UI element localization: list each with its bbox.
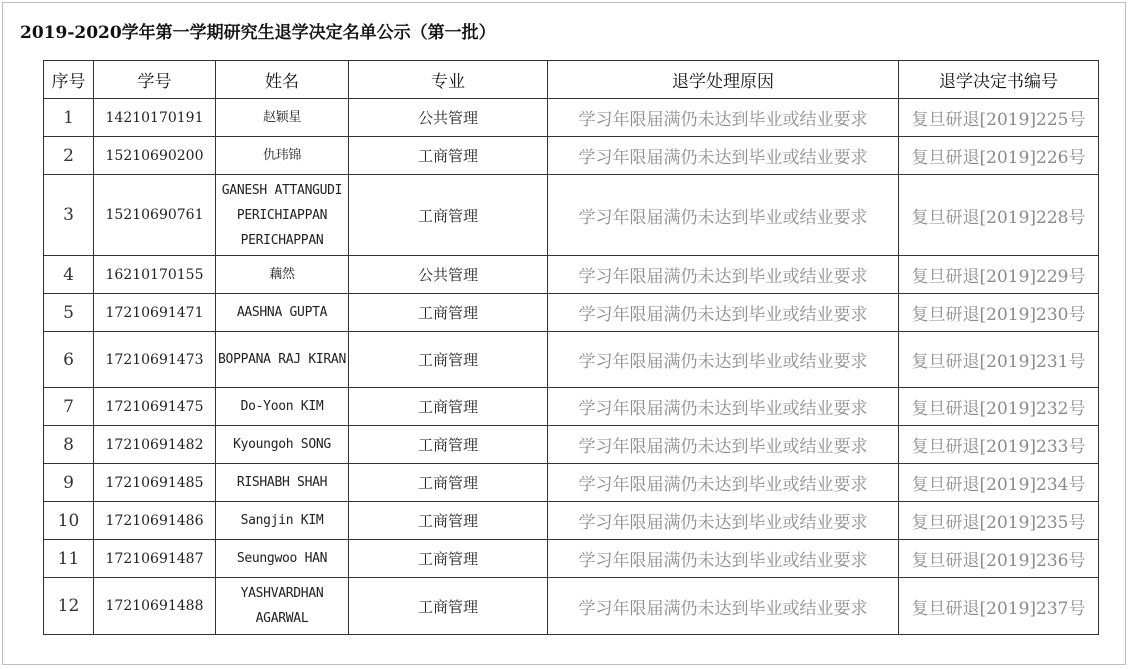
- table-row: [44, 294, 1099, 332]
- table-header-row: [44, 61, 1099, 99]
- cell-reason: 学习年限届满仍未达到毕业或结业要求: [548, 578, 899, 635]
- header-student-id: 学号: [94, 61, 216, 99]
- cell-student-id: 17210691482: [94, 426, 216, 464]
- cell-major: 公共管理: [349, 256, 548, 294]
- cell-major: 工商管理: [349, 294, 548, 332]
- cell-student-id: 15210690761: [94, 175, 216, 256]
- cell-name: 藕然: [216, 256, 349, 294]
- cell-seq: 3: [44, 175, 94, 256]
- cell-seq: 9: [44, 464, 94, 502]
- cell-student-id: 14210170191: [94, 99, 216, 137]
- cell-seq: 2: [44, 137, 94, 175]
- cell-student-id: 17210691485: [94, 464, 216, 502]
- cell-decision-number: 复旦研退[2019]225号: [899, 99, 1099, 137]
- cell-decision-number: 复旦研退[2019]229号: [899, 256, 1099, 294]
- cell-seq: 6: [44, 332, 94, 388]
- table-row: [44, 99, 1099, 137]
- cell-seq: 8: [44, 426, 94, 464]
- cell-student-id: 17210691471: [94, 294, 216, 332]
- cell-name: YASHVARDHAN AGARWAL: [216, 578, 349, 635]
- cell-student-id: 17210691488: [94, 578, 216, 635]
- cell-name: Seungwoo HAN: [216, 540, 349, 578]
- cell-name: Do-Yoon KIM: [216, 388, 349, 426]
- cell-student-id: 17210691473: [94, 332, 216, 388]
- cell-decision-number: 复旦研退[2019]234号: [899, 464, 1099, 502]
- cell-reason: 学习年限届满仍未达到毕业或结业要求: [548, 294, 899, 332]
- cell-name: RISHABH SHAH: [216, 464, 349, 502]
- cell-seq: 4: [44, 256, 94, 294]
- cell-major: 工商管理: [349, 388, 548, 426]
- cell-decision-number: 复旦研退[2019]228号: [899, 175, 1099, 256]
- cell-reason: 学习年限届满仍未达到毕业或结业要求: [548, 332, 899, 388]
- cell-seq: 12: [44, 578, 94, 635]
- cell-student-id: 17210691487: [94, 540, 216, 578]
- header-reason: 退学处理原因: [548, 61, 899, 99]
- cell-decision-number: 复旦研退[2019]231号: [899, 332, 1099, 388]
- cell-seq: 1: [44, 99, 94, 137]
- header-name: 姓名: [216, 61, 349, 99]
- cell-decision-number: 复旦研退[2019]236号: [899, 540, 1099, 578]
- cell-major: 工商管理: [349, 578, 548, 635]
- cell-seq: 11: [44, 540, 94, 578]
- cell-decision-number: 复旦研退[2019]233号: [899, 426, 1099, 464]
- header-decision-number: 退学决定书编号: [899, 61, 1099, 99]
- cell-student-id: 15210690200: [94, 137, 216, 175]
- cell-major: 工商管理: [349, 175, 548, 256]
- cell-decision-number: 复旦研退[2019]232号: [899, 388, 1099, 426]
- table-row: [44, 502, 1099, 540]
- cell-reason: 学习年限届满仍未达到毕业或结业要求: [548, 99, 899, 137]
- table-row: [44, 332, 1099, 388]
- header-major: 专业: [349, 61, 548, 99]
- cell-reason: 学习年限届满仍未达到毕业或结业要求: [548, 426, 899, 464]
- table-row: [44, 578, 1099, 635]
- cell-decision-number: 复旦研退[2019]226号: [899, 137, 1099, 175]
- cell-decision-number: 复旦研退[2019]235号: [899, 502, 1099, 540]
- table-row: [44, 464, 1099, 502]
- cell-major: 公共管理: [349, 99, 548, 137]
- cell-name: GANESH ATTANGUDI PERICHIAPPAN PERICHAPPAN: [216, 175, 349, 256]
- withdrawal-list-table: [43, 60, 1099, 635]
- table-row: [44, 137, 1099, 175]
- header-seq: 序号: [44, 61, 94, 99]
- table-row: [44, 175, 1099, 256]
- cell-major: 工商管理: [349, 426, 548, 464]
- cell-student-id: 16210170155: [94, 256, 216, 294]
- table-row: [44, 388, 1099, 426]
- cell-major: 工商管理: [349, 137, 548, 175]
- cell-name: 赵颖星: [216, 99, 349, 137]
- cell-seq: 10: [44, 502, 94, 540]
- cell-reason: 学习年限届满仍未达到毕业或结业要求: [548, 464, 899, 502]
- table-row: [44, 256, 1099, 294]
- cell-reason: 学习年限届满仍未达到毕业或结业要求: [548, 502, 899, 540]
- cell-seq: 5: [44, 294, 94, 332]
- cell-name: Sangjin KIM: [216, 502, 349, 540]
- cell-name: BOPPANA RAJ KIRAN: [216, 332, 349, 388]
- cell-student-id: 17210691486: [94, 502, 216, 540]
- cell-reason: 学习年限届满仍未达到毕业或结业要求: [548, 388, 899, 426]
- cell-major: 工商管理: [349, 540, 548, 578]
- cell-major: 工商管理: [349, 502, 548, 540]
- table-row: [44, 540, 1099, 578]
- table-row: [44, 426, 1099, 464]
- cell-reason: 学习年限届满仍未达到毕业或结业要求: [548, 175, 899, 256]
- cell-name: 仇玮锦: [216, 137, 349, 175]
- cell-seq: 7: [44, 388, 94, 426]
- cell-decision-number: 复旦研退[2019]237号: [899, 578, 1099, 635]
- cell-name: AASHNA GUPTA: [216, 294, 349, 332]
- cell-name: Kyoungoh SONG: [216, 426, 349, 464]
- cell-major: 工商管理: [349, 332, 548, 388]
- cell-student-id: 17210691475: [94, 388, 216, 426]
- cell-reason: 学习年限届满仍未达到毕业或结业要求: [548, 256, 899, 294]
- cell-reason: 学习年限届满仍未达到毕业或结业要求: [548, 137, 899, 175]
- cell-decision-number: 复旦研退[2019]230号: [899, 294, 1099, 332]
- page-title: 2019-2020学年第一学期研究生退学决定名单公示（第一批）: [20, 23, 496, 43]
- cell-reason: 学习年限届满仍未达到毕业或结业要求: [548, 540, 899, 578]
- cell-major: 工商管理: [349, 464, 548, 502]
